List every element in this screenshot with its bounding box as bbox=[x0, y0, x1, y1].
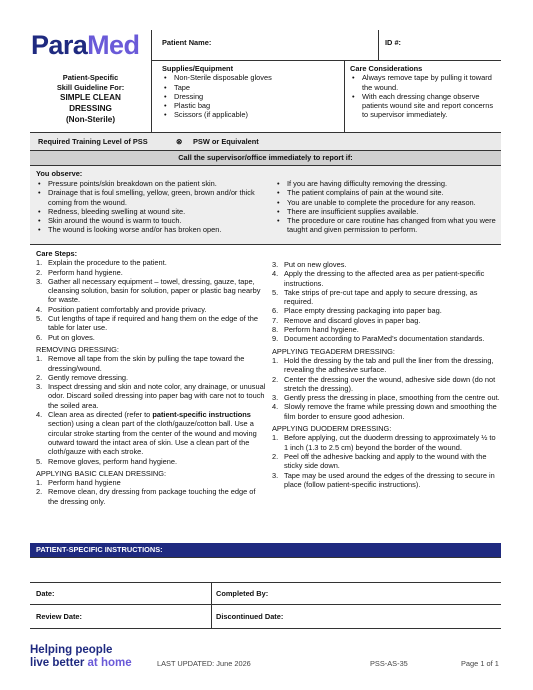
duoderm-step: 1. Before applying, cut the duoderm dressing to approximately ½ to 1 inch (1.3 to 2.5 cm) beyond the border of the wound. bbox=[272, 433, 496, 452]
care-step: 9. Document according to ParaMed’s documentation standards. bbox=[272, 334, 485, 344]
page-number: Page 1 of 1 bbox=[461, 659, 499, 668]
report-banner-text: Call the supervisor/office immediately to report if: bbox=[178, 153, 353, 162]
removing-step: 3. Inspect dressing and skin and note color, any drainage, or unusual odor. Discard soiled dressing into paper bag with care not to touch the soiled area. bbox=[36, 382, 266, 410]
consideration-item: • With each dressing change observe patients wound site and report concerns to supervisor immediately. bbox=[350, 92, 500, 120]
care-step: 6. Place empty dressing packaging into paper bag. bbox=[272, 306, 442, 316]
care-considerations-section bbox=[350, 64, 500, 120]
basic-title: APPLYING BASIC CLEAN DRESSING: bbox=[36, 468, 167, 478]
supply-item: • Scissors (if applicable) bbox=[162, 110, 340, 119]
paramed-logo bbox=[31, 30, 139, 61]
training-symbol: ⊗ bbox=[176, 137, 183, 146]
guideline-line2: Skill Guideline For: bbox=[56, 82, 125, 92]
duoderm-step: 3. Tape may be used around the edges of the dressing to secure in place (follow patient-specific instructions). bbox=[272, 470, 495, 489]
care-considerations-list bbox=[350, 73, 500, 119]
instructions-bottom-line bbox=[30, 557, 501, 558]
observe-item: • Drainage that is foul smelling, yellow, green, brown and/or thick coming from the wound. bbox=[36, 188, 264, 207]
basic-list bbox=[36, 478, 266, 506]
logo-para: Para bbox=[31, 30, 88, 60]
tagline-line1: Helping people bbox=[30, 644, 113, 656]
dates-vline bbox=[211, 582, 212, 628]
tegaderm-list bbox=[272, 356, 500, 421]
removing-title: REMOVING DRESSING: bbox=[36, 344, 119, 354]
date-label: Date: bbox=[36, 589, 55, 598]
observe-title: You observe: bbox=[36, 169, 83, 178]
care-steps-right-column bbox=[272, 260, 500, 489]
training-value: PSW or Equivalent bbox=[193, 137, 259, 146]
guideline-line4: DRESSING bbox=[69, 104, 112, 113]
duoderm-title: APPLYING DUODERM DRESSING: bbox=[272, 424, 392, 434]
care-steps-left-column bbox=[36, 249, 266, 506]
document-code: PSS-AS-35 bbox=[370, 659, 408, 668]
training-label: Required Training Level of PSS bbox=[38, 137, 148, 146]
tegaderm-title: APPLYING TEGADERM DRESSING: bbox=[272, 346, 395, 356]
removing-step: 1. Remove all tape from the skin by pulling the tape toward the dressing/wound. bbox=[36, 354, 245, 373]
dates-top-line bbox=[30, 582, 501, 583]
header-vline-mid bbox=[344, 60, 345, 132]
supply-item: • Dressing bbox=[162, 92, 340, 101]
observe-item: • Skin around the wound is warm to touch. bbox=[36, 216, 264, 225]
duoderm-step: 2. Peel off the adhesive backing and apply to the wound with the sticky side down. bbox=[272, 451, 487, 471]
last-updated: LAST UPDATED: June 2026 bbox=[157, 659, 251, 668]
supply-item: • Tape bbox=[162, 83, 340, 92]
care-step: 3. Gather all necessary equipment – towel, dressing, gauze, tape, cleansing solution, basin for solution, paper or plastic bag nearby for waste. bbox=[36, 276, 261, 305]
care-step: 5. Take strips of pre-cut tape and apply to secure dressing, as required. bbox=[272, 287, 478, 307]
observe-item: • Redness, bleeding swelling at wound site. bbox=[36, 207, 264, 216]
observe-item: • There are insufficient supplies available. bbox=[275, 207, 499, 216]
care-step: 8. Perform hand hygiene. bbox=[272, 325, 359, 335]
basic-step: 1. Perform hand hygiene bbox=[36, 478, 121, 488]
tegaderm-step: 1. Hold the dressing by the tab and pull the liner from the dressing, revealing the adhesive surface. bbox=[272, 355, 494, 375]
consideration-item: • Always remove tape by pulling it toward the wound. bbox=[350, 73, 500, 92]
right-steps-list bbox=[272, 260, 500, 344]
removing-step: 2. Gently remove dressing. bbox=[36, 372, 129, 382]
observe-item: • Pressure points/skin breakdown on the patient skin. bbox=[36, 179, 264, 188]
tagline bbox=[30, 644, 132, 670]
guideline-line5: (Non-Sterile) bbox=[65, 115, 116, 124]
supply-item: • Non-Sterile disposable gloves bbox=[162, 73, 340, 82]
care-step: 7. Remove and discard gloves in paper bag. bbox=[272, 315, 421, 325]
removing-list bbox=[36, 354, 266, 466]
patient-name-label: Patient Name: bbox=[162, 38, 212, 47]
observe-item: • If you are having difficulty removing the dressing. bbox=[275, 179, 499, 188]
dates-mid-line bbox=[30, 604, 501, 605]
header-hline-1 bbox=[151, 60, 501, 61]
care-considerations-title: Care Considerations bbox=[350, 64, 423, 73]
duoderm-list bbox=[272, 433, 500, 489]
care-step: 4. Position patient comfortably and provide privacy. bbox=[36, 304, 207, 314]
tagline-line2: live better at home bbox=[30, 657, 132, 669]
supply-item: • Plastic bag bbox=[162, 101, 340, 110]
tegaderm-step: 4. Slowly remove the frame while pressing down and smoothing the film border to ensure good adhesion. bbox=[272, 402, 497, 421]
observe-left-list bbox=[36, 179, 264, 235]
care-step: 3. Put on new gloves. bbox=[272, 260, 347, 269]
training-row bbox=[30, 133, 501, 151]
observe-item: • The wound is looking worse and/or has broken open. bbox=[36, 225, 264, 234]
removing-step: 4. Clean area as directed (refer to patient-specific instructions section) using a clean part of the cloth/gauze/cotton ball. Use a circular stroke starting from the center of the wound and moving outward toward the intact area of skin. Use a clean part of the cloth/gauze with each stroke. bbox=[36, 410, 257, 457]
care-step: 2. Perform hand hygiene. bbox=[36, 267, 123, 277]
id-label: ID #: bbox=[385, 38, 402, 47]
observe-item: • The procedure or care routine has changed from what you were taught and given permission to perform. bbox=[275, 216, 499, 235]
care-step: 6. Put on gloves. bbox=[36, 332, 95, 342]
review-date-label: Review Date: bbox=[36, 612, 83, 621]
supplies-list bbox=[162, 73, 340, 119]
removing-step: 5. Remove gloves, perform hand hygiene. bbox=[36, 456, 177, 466]
completed-by-label: Completed By: bbox=[216, 589, 269, 598]
care-steps-list bbox=[36, 258, 266, 342]
care-step: 4. Apply the dressing to the affected area as per patient-specific instructions. bbox=[272, 269, 485, 288]
observe-right-list bbox=[275, 179, 499, 235]
header-vline-id bbox=[378, 30, 379, 60]
instructions-header-text: PATIENT-SPECIFIC INSTRUCTIONS: bbox=[36, 545, 163, 554]
observe-item: • The patient complains of pain at the wound site. bbox=[275, 188, 499, 197]
logo-med: Med bbox=[87, 30, 140, 60]
care-step: 1. Explain the procedure to the patient. bbox=[36, 258, 167, 268]
basic-step: 2. Remove clean, dry dressing from package touching the edge of the dressing only. bbox=[36, 487, 256, 506]
guideline-line3: SIMPLE CLEAN bbox=[60, 93, 121, 102]
dates-bottom-line bbox=[30, 628, 501, 629]
observe-item: • You are unable to complete the procedure for any reason. bbox=[275, 198, 499, 207]
instructions-header bbox=[30, 543, 501, 557]
supplies-title: Supplies/Equipment bbox=[162, 64, 234, 73]
header-vline-left bbox=[151, 30, 152, 142]
care-steps-title: Care Steps: bbox=[36, 249, 78, 258]
discontinued-date-label: Discontinued Date: bbox=[216, 612, 284, 621]
tegaderm-step: 3. Gently press the dressing in place, smoothing from the centre out. bbox=[272, 393, 500, 403]
guideline-title bbox=[30, 73, 151, 125]
supplies-section bbox=[162, 64, 340, 120]
report-banner bbox=[30, 151, 501, 166]
care-step: 5. Cut lengths of tape if required and hang them on the edge of the table for later use. bbox=[36, 314, 258, 333]
guideline-line1: Patient-Specific bbox=[62, 73, 119, 82]
tegaderm-step: 2. Center the dressing over the wound, adhesive side down (do not stretch the dressing). bbox=[272, 374, 496, 393]
